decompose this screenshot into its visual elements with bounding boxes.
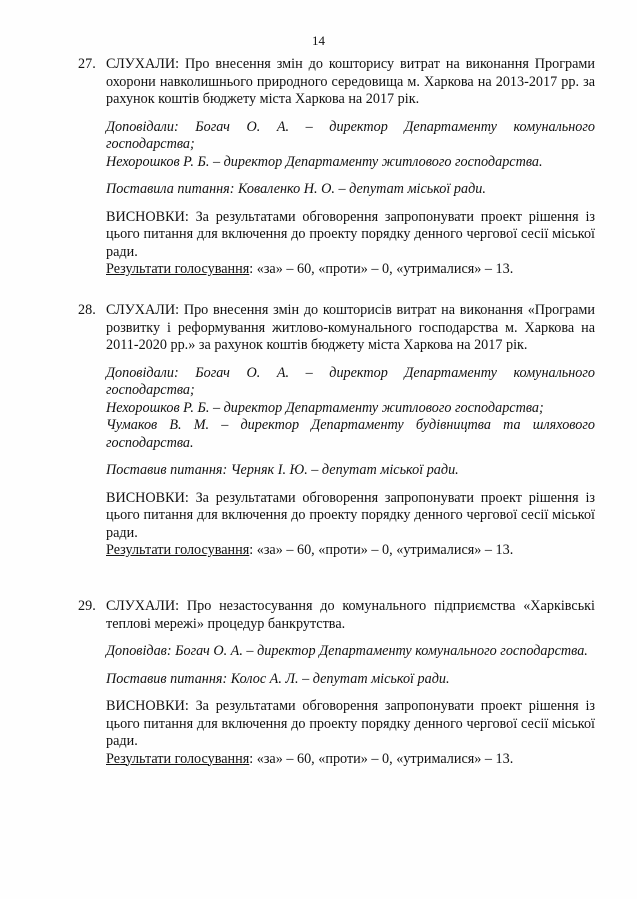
- conclusion: [106, 698, 595, 751]
- heard-section: [106, 598, 595, 633]
- heard-text: Про внесення змін до кошторисів витрат на виконання «Програми розвитку і реформування житлово-комунального господарства м. Харкова на 2011-2020 рр.» за рахунок коштів бюджету міста Харкова на 2017 рік.: [106, 302, 596, 353]
- conclusion: [106, 209, 595, 262]
- raised-by: Поставив питання: Черняк І. Ю. – депутат міської ради.: [106, 462, 459, 478]
- reporters: [106, 119, 595, 172]
- item-number: 27.: [78, 56, 96, 72]
- agenda-item-29: [78, 598, 595, 768]
- heard-text: Про незастосування до комунального підприємства «Харківські теплові мережі» процедур банкрутства.: [106, 598, 595, 632]
- conclusion-text: За результатами обговорення запропонувати проект рішення із цього питання для включення до проекту порядку денного чергової сесії міської ради.: [106, 489, 595, 541]
- heard-section: [106, 302, 595, 355]
- heard-text: Про внесення змін до кошторису витрат на виконання Програми охорони навколишнього природного середовища м. Харкова на 2013-2017 рр. за рахунок коштів бюджету міста Харкова на 2017 рік.: [106, 56, 596, 107]
- reporter: Богач О. А. – директор Департаменту комунального господарства;: [106, 118, 595, 152]
- page-number: 14: [312, 33, 325, 48]
- vote-results: [106, 542, 595, 560]
- conclusion-label: ВИСНОВКИ:: [106, 698, 189, 714]
- agenda-item-28: [78, 302, 595, 560]
- reporter: Богач О. А. – директор Департаменту комунального господарства;: [106, 364, 595, 398]
- conclusion: [106, 490, 595, 543]
- reporter: Чумаков В. М. – директор Департаменту будівництва та шляхового господарства.: [106, 417, 595, 451]
- conclusion-label: ВИСНОВКИ:: [106, 489, 189, 506]
- heard-label: СЛУХАЛИ:: [106, 56, 180, 72]
- reporter: Нехорошков Р. Б. – директор Департаменту житлового господарства;: [106, 399, 544, 416]
- reporters: [106, 643, 595, 661]
- agenda-item-27: [78, 56, 595, 279]
- vote-label: Результати голосування: [106, 261, 250, 277]
- conclusion-text: За результатами обговорення запропонувати проект рішення із цього питання для включення до проекту порядку денного чергової сесії міської ради.: [106, 698, 595, 749]
- vote-text: : «за» – 60, «проти» – 0, «утрималися» – 13.: [249, 542, 514, 558]
- heard-section: [106, 56, 595, 109]
- conclusion-label: ВИСНОВКИ:: [106, 208, 189, 225]
- reporters-label: Доповідали:: [106, 118, 179, 135]
- reporter: Богач О. А. – директор Департаменту комунального господарства.: [175, 643, 588, 659]
- item-number: 28.: [78, 302, 96, 318]
- vote-results: [106, 261, 595, 279]
- heard-label: СЛУХАЛИ:: [106, 598, 180, 614]
- reporters-label: Доповідали:: [106, 364, 179, 381]
- vote-label: Результати голосування: [106, 750, 250, 767]
- vote-label: Результати голосування: [106, 542, 250, 558]
- reporters: [106, 365, 595, 453]
- raised-by: Поставив питання: Колос А. Л. – депутат міської ради.: [106, 670, 450, 687]
- vote-text: : «за» – 60, «проти» – 0, «утрималися» – 13.: [249, 261, 514, 277]
- vote-results: [106, 751, 595, 769]
- item-number: 29.: [78, 598, 96, 614]
- heard-label: СЛУХАЛИ:: [106, 302, 180, 318]
- raised-by: Поставила питання: Коваленко Н. О. – депутат міської ради.: [106, 181, 486, 197]
- reporter: Нехорошков Р. Б. – директор Департаменту житлового господарства.: [106, 153, 543, 170]
- vote-text: : «за» – 60, «проти» – 0, «утрималися» – 13.: [249, 750, 514, 767]
- conclusion-text: За результатами обговорення запропонувати проект рішення із цього питання для включення до проекту порядку денного чергової сесії міської ради.: [106, 208, 595, 260]
- reporters-label: Доповідав:: [106, 643, 172, 659]
